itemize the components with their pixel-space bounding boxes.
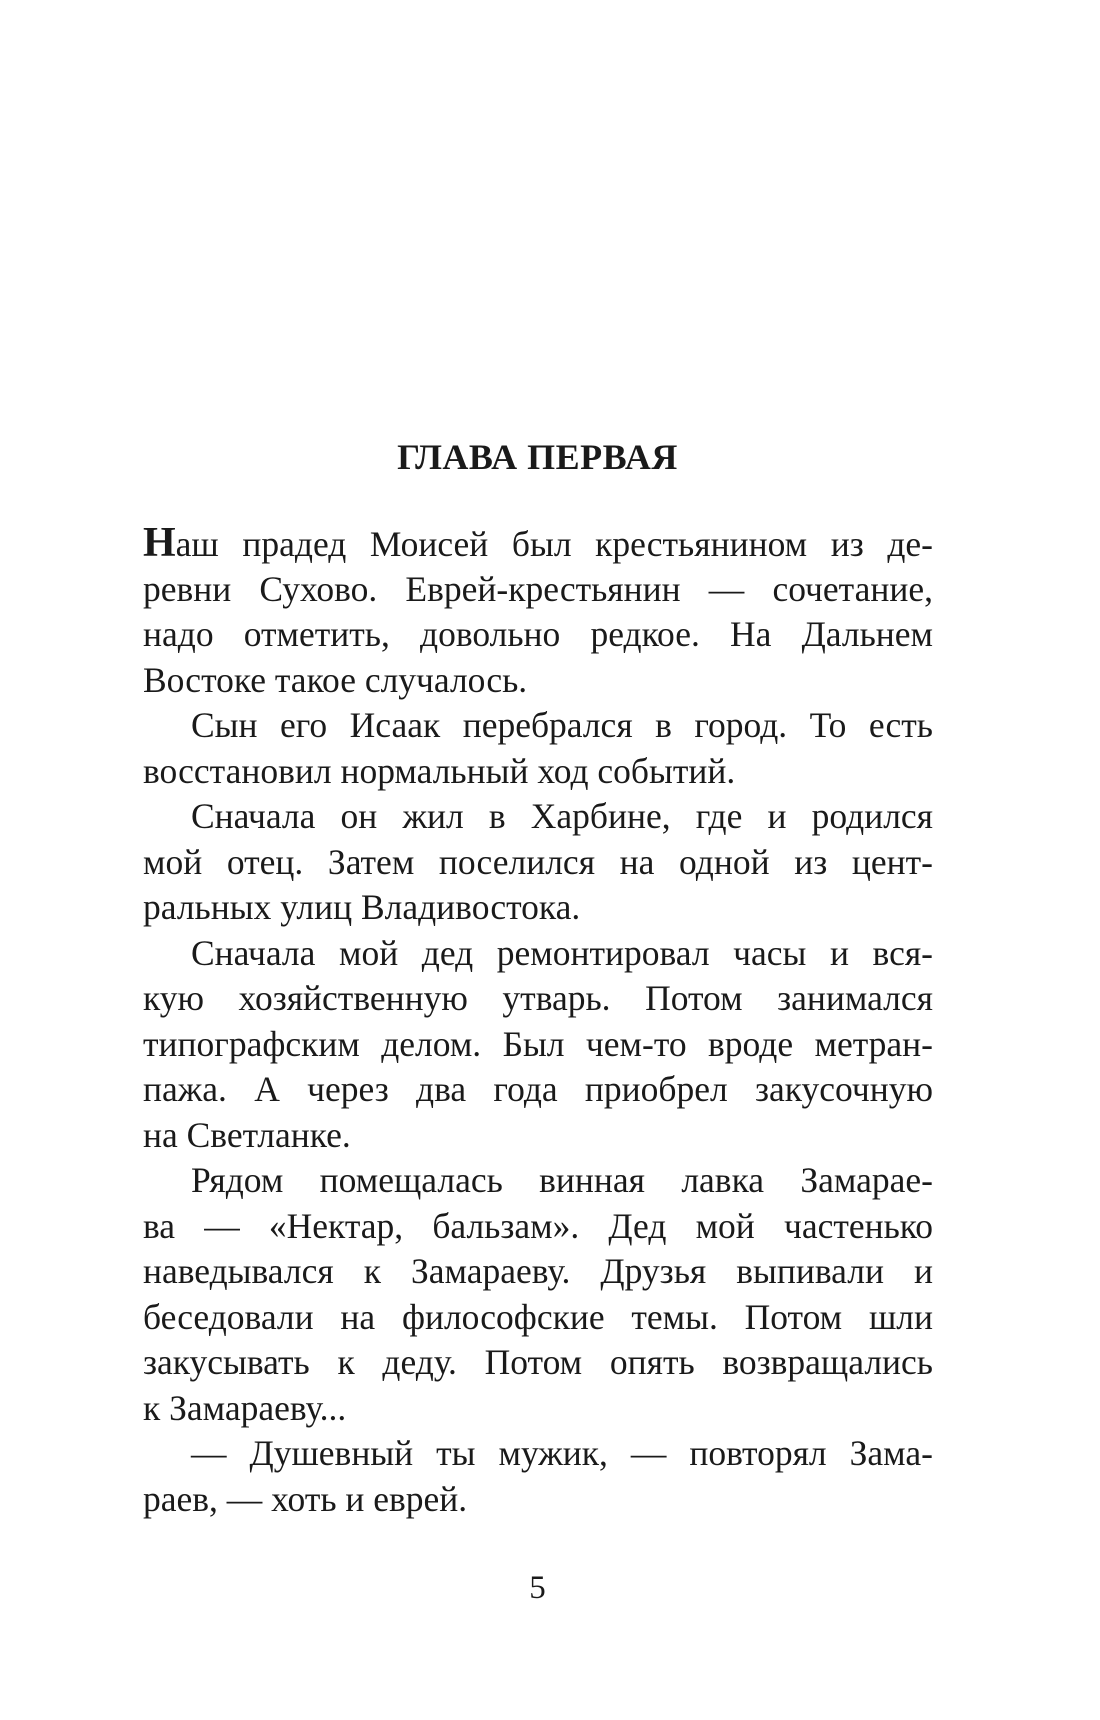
text-line: типографским делом. Был чем-то вроде метран-	[143, 1023, 933, 1064]
paragraph	[143, 703, 933, 794]
drop-initial: Н	[143, 520, 176, 566]
paragraph	[143, 794, 933, 931]
text-line: беседовали на философские темы. Потом шли	[143, 1296, 933, 1337]
text-line: закусывать к деду. Потом опять возвращались	[143, 1342, 933, 1382]
paragraph	[143, 931, 933, 1159]
paragraph	[143, 1158, 933, 1431]
text-line: на Светланке.	[143, 1114, 351, 1155]
text-line: пажа. А через два года приобрел закусочную	[143, 1069, 933, 1109]
text-line: Сначала он жил в Харбине, где и родился	[191, 796, 933, 836]
text-line: Сначала мой дед ремонтировал часы и вся-	[191, 932, 933, 973]
paragraph	[143, 521, 933, 703]
text-line: наведывался к Замараеву. Друзья выпивали и	[143, 1251, 933, 1291]
text-line: Востоке такое случалось.	[143, 659, 528, 700]
text-line: мой отец. Затем поселился на одной из цент-	[143, 841, 933, 882]
text-line: Сын его Исаак перебрался в город. То есть	[191, 705, 933, 745]
text-line: восстановил нормальный ход событий.	[143, 750, 736, 791]
chapter-title: ГЛАВА ПЕРВАЯ	[397, 437, 678, 477]
text-line: — Душевный ты мужик, — повторял Зама-	[191, 1433, 933, 1473]
text-line: раев, — хоть и еврей.	[143, 1478, 468, 1519]
paragraph	[143, 1431, 933, 1522]
text-line: к Замараеву...	[143, 1387, 347, 1428]
text-line: кую хозяйственную утварь. Потом занимался	[143, 978, 933, 1018]
text-line: Наш прадед Моисей был крестьянином из де-	[143, 520, 933, 566]
chapter-body	[143, 521, 933, 1522]
text-line: надо отметить, довольно редкое. На Дальнем	[143, 614, 933, 654]
text-line: ревни Сухово. Еврей-крестьянин — сочетание,	[143, 568, 933, 609]
text-line: ва — «Нектар, бальзам». Дед мой частенько	[143, 1205, 933, 1246]
text-line: ральных улиц Владивостока.	[143, 887, 581, 927]
text-line: Рядом помещалась винная лавка Замарае-	[191, 1160, 933, 1200]
page-number: 5	[529, 1570, 546, 1606]
